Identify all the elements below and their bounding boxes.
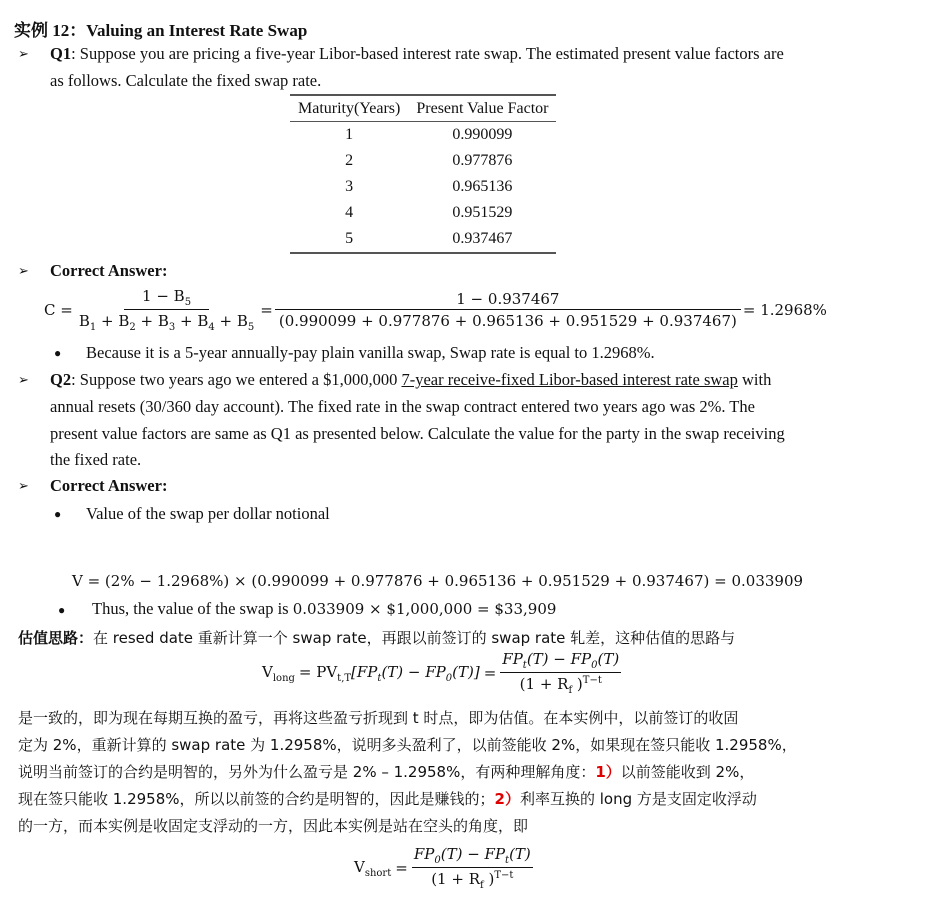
- q2-underlined-term: 7-year receive-fixed Libor-based interest rate swap: [401, 370, 738, 389]
- maturity-cell: 2: [345, 151, 354, 169]
- pv-factor-cell: 0.937467: [408, 226, 556, 253]
- q1-label: Q1: [50, 44, 72, 63]
- q1-line2: as follows. Calculate the fixed swap rate.: [50, 71, 322, 90]
- table-row: [290, 148, 556, 174]
- q2-label: Q2: [50, 370, 72, 389]
- swap-value-formula: V = (2% − 1.2968%) × (0.990099 + 0.977876 + 0.965136 + 0.951529 + 0.937467) = 0.033909: [72, 572, 804, 590]
- arrow-bullet-icon: ➢: [18, 47, 29, 62]
- maturity-cell: 5: [290, 226, 408, 253]
- vshort-formula: $V_{short}$ = $\frac{FP_0(T) - FP_t(T)}{(1 + R_f )^{T-t}}$: [354, 845, 531, 891]
- formula-lhs: C =: [44, 301, 73, 319]
- formula-fraction-numeric: [277, 290, 739, 330]
- formula-result: = 1.2968%: [742, 301, 827, 319]
- q2-line3: present value factors are same as Q1 as presented below. Calculate the value for the party in the swap receiving: [50, 424, 785, 443]
- fraction-denominator: (0.990099 + 0.977876 + 0.965136 + 0.951529 + 0.937467): [278, 312, 737, 330]
- pv-factor-cell: 0.951529: [452, 203, 513, 221]
- table-row: [290, 122, 556, 149]
- swap-rate-formula: [44, 287, 827, 333]
- paragraph-line: 是一致的，即为现在每期互换的盈亏，再将这些盈亏折现到 t 时点，即为估值。在本实例中，以前签订的收固: [18, 709, 739, 727]
- table-row: [290, 174, 556, 200]
- fraction-numerator: $1 - B_5$: [124, 287, 209, 310]
- arrow-bullet-icon: ➢: [18, 479, 29, 494]
- vlong-fraction: $\frac{FP_t(T) - FP_0(T)}{(1 + R_f )^{T-t}}$: [502, 650, 620, 696]
- valuation-intro-text: 在 resed date 重新计算一个 swap rate，再跟以前签订的 swap rate 轧差，这种估值的思路与: [93, 629, 736, 647]
- pv-factor-cell: 0.965136: [452, 177, 513, 195]
- paragraph-line: 现在签只能收 1.2958%，所以以前签的合约是明智的，因此是赚钱的；2）利率互换的 long 方是支固定收浮动: [18, 790, 757, 808]
- paragraph-line: 的一方，而本实例是收固定支浮动的一方，因此本实例是站在空头的角度，即: [18, 817, 529, 835]
- maturity-cell: 1: [345, 125, 354, 143]
- arrow-bullet-icon: ➢: [18, 373, 29, 388]
- maturity-cell: 3: [345, 177, 354, 195]
- answer2-heading: Correct Answer:: [50, 476, 168, 495]
- fraction-denominator: $B_1 + B_2 + B_3 + B_4 + B_5$: [78, 312, 255, 333]
- table-row: [290, 200, 556, 226]
- table-row: [290, 226, 556, 253]
- maturity-cell: 4: [345, 203, 354, 221]
- answer2-bullet1: Value of the swap per dollar notional: [86, 504, 330, 523]
- pv-factor-cell: 0.977876: [452, 151, 513, 169]
- q2-line2: annual resets (30/360 day account). The fixed rate in the swap contract entered two years ago was 2%. The: [50, 397, 755, 416]
- formula-equals: =: [260, 301, 273, 319]
- q2-line4: the fixed rate.: [50, 450, 142, 469]
- bullet-icon: ●: [54, 507, 62, 521]
- q1-text: : Suppose you are pricing a five-year Libor-based interest rate swap. The estimated present value factors are: [71, 44, 784, 63]
- answer2-bullet2: Thus, the value of the swap is 0.033909 × $1,000,000 = $33,909: [92, 599, 557, 618]
- valuation-paragraph: [18, 705, 898, 840]
- q2-line1: Q2: Suppose two years ago we entered a $1,000,000 7-year receive-fixed Libor-based interest rate swap with: [50, 370, 772, 389]
- point-marker-2: 2）: [494, 790, 520, 808]
- table-header-maturity: Maturity(Years): [290, 95, 408, 122]
- vshort-fraction: $\frac{FP_0(T) - FP_t(T)}{(1 + R_f )^{T-t}}$: [413, 845, 531, 891]
- formula-fraction-symbolic: [77, 287, 256, 333]
- answer1-heading: Correct Answer:: [50, 261, 168, 280]
- point-marker-1: 1）: [595, 763, 621, 781]
- swap-value-result: 0.033909 × $1,000,000 = $33,909: [292, 600, 557, 618]
- bullet-icon: ●: [58, 603, 66, 617]
- table-header-pv-factor: Present Value Factor: [408, 95, 556, 122]
- valuation-intro: 估值思路：在 resed date 重新计算一个 swap rate，再跟以前签订的 swap rate 轧差，这种估值的思路与: [18, 629, 736, 647]
- q1-line1: [50, 44, 784, 64]
- vlong-formula: $V_{long}$ = $PV_{t,T}$ $[FP_t(T) - FP_0(T)]$ = $\frac{FP_t(T) - FP_0(T)}{(1 + R_f )^{T-t}}$: [262, 650, 620, 696]
- fraction-numerator: 1 − 0.937467: [275, 290, 741, 310]
- bullet-icon: ●: [54, 346, 62, 360]
- paragraph-line: 说明当前签订的合约是明智的，另外为什么盈亏是 2% – 1.2958%，有两种理解角度：1）以前签能收到 2%，: [18, 763, 755, 781]
- pv-factor-cell: 0.990099: [452, 125, 513, 143]
- page-title: 实例 12：Valuing an Interest Rate Swap: [14, 21, 308, 40]
- paragraph-line: 定为 2%，重新计算的 swap rate 为 1.2958%，说明多头盈利了，以前签能收 2%，如果现在签只能收 1.2958%，: [18, 736, 797, 754]
- answer1-bullet: Because it is a 5-year annually-pay plain vanilla swap, Swap rate is equal to 1.2968%.: [86, 343, 655, 362]
- valuation-label: 估值思路: [18, 629, 79, 647]
- arrow-bullet-icon: ➢: [18, 264, 29, 279]
- pv-table: [290, 94, 556, 254]
